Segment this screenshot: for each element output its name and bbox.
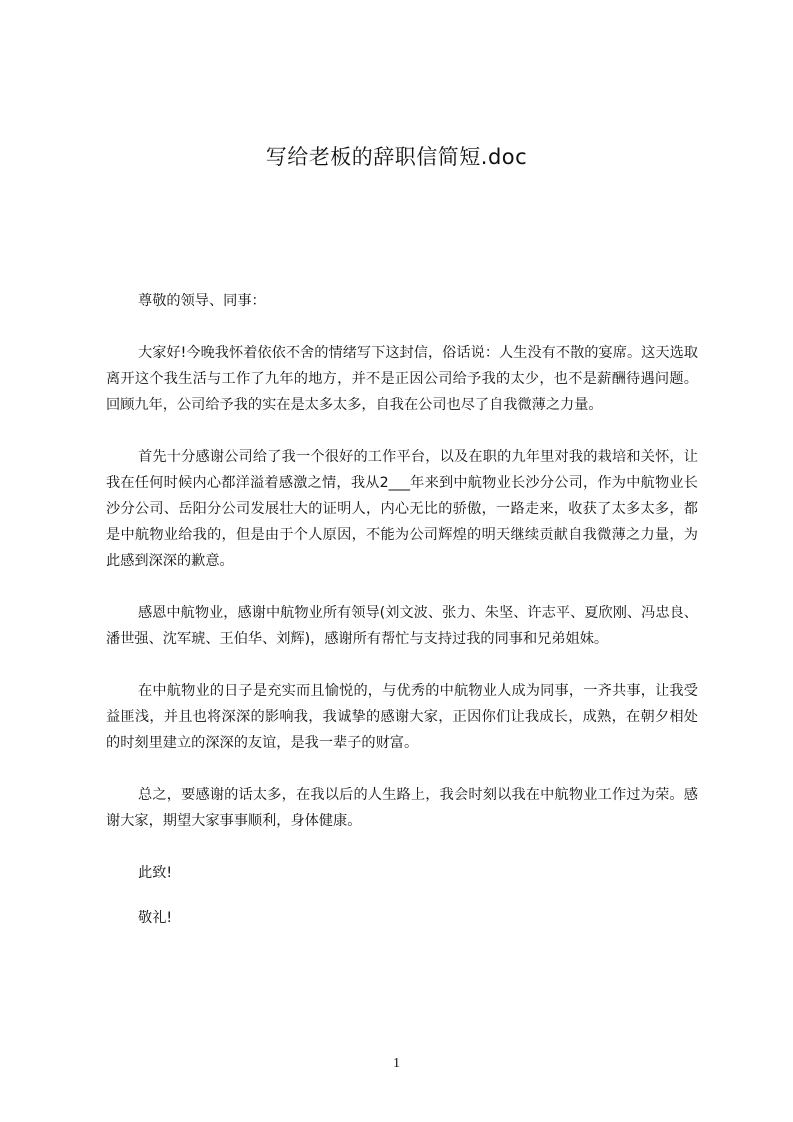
closing-regards: 此致! <box>138 865 173 881</box>
page-number: 1 <box>393 1056 400 1071</box>
salutation: 尊敬的领导、同事： <box>138 293 266 309</box>
letter-body <box>106 288 698 950</box>
paragraph: 在中航物业的日子是充实而且愉悦的，与优秀的中航物业人成为同事，一齐共事，让我受益匪浅，并且也将深深的影响我，我诚挚的感谢大家，正因你们让我成长，成熟，在朝夕相处的时刻里建立的深深的友谊，是我一辈子的财富。 <box>106 683 698 751</box>
paragraph: 首先十分感谢公司给了我一个很好的工作平台，以及在职的九年里对我的栽培和关怀，让我在任何时候内心都洋溢着感激之情，我从2___年来到中航物业长沙分公司，作为中航物业长沙分公司、岳阳分公司发展壮大的证明人，内心无比的骄傲，一路走来，收获了太多太多，都是中航物业给我的，但是由于个人原因，不能为公司辉煌的明天继续贡献自我微薄之力量，为此感到深深的歉意。 <box>106 449 698 569</box>
paragraph: 总之，要感谢的话太多，在我以后的人生路上，我会时刻以我在中航物业工作过为荣。感谢大家，期望大家事事顺利，身体健康。 <box>106 787 698 829</box>
paragraph: 感恩中航物业，感谢中航物业所有领导(刘文波、张力、朱坚、许志平、夏欣刚、冯忠良、潘世强、沈军琥、王伯华、刘辉)，感谢所有帮忙与支持过我的同事和兄弟姐妹。 <box>106 605 698 647</box>
document-title: 写给老板的辞职信简短.doc <box>265 145 528 169</box>
paragraph: 大家好!今晚我怀着依依不舍的情绪写下这封信，俗话说：人生没有不散的宴席。这天选取离开这个我生活与工作了九年的地方，并不是正因公司给予我的太少，也不是薪酬待遇问题。回顾九年，公司给予我的实在是太多太多，自我在公司也尽了自我微薄之力量。 <box>106 345 698 413</box>
closing-salute: 敬礼! <box>138 910 173 926</box>
